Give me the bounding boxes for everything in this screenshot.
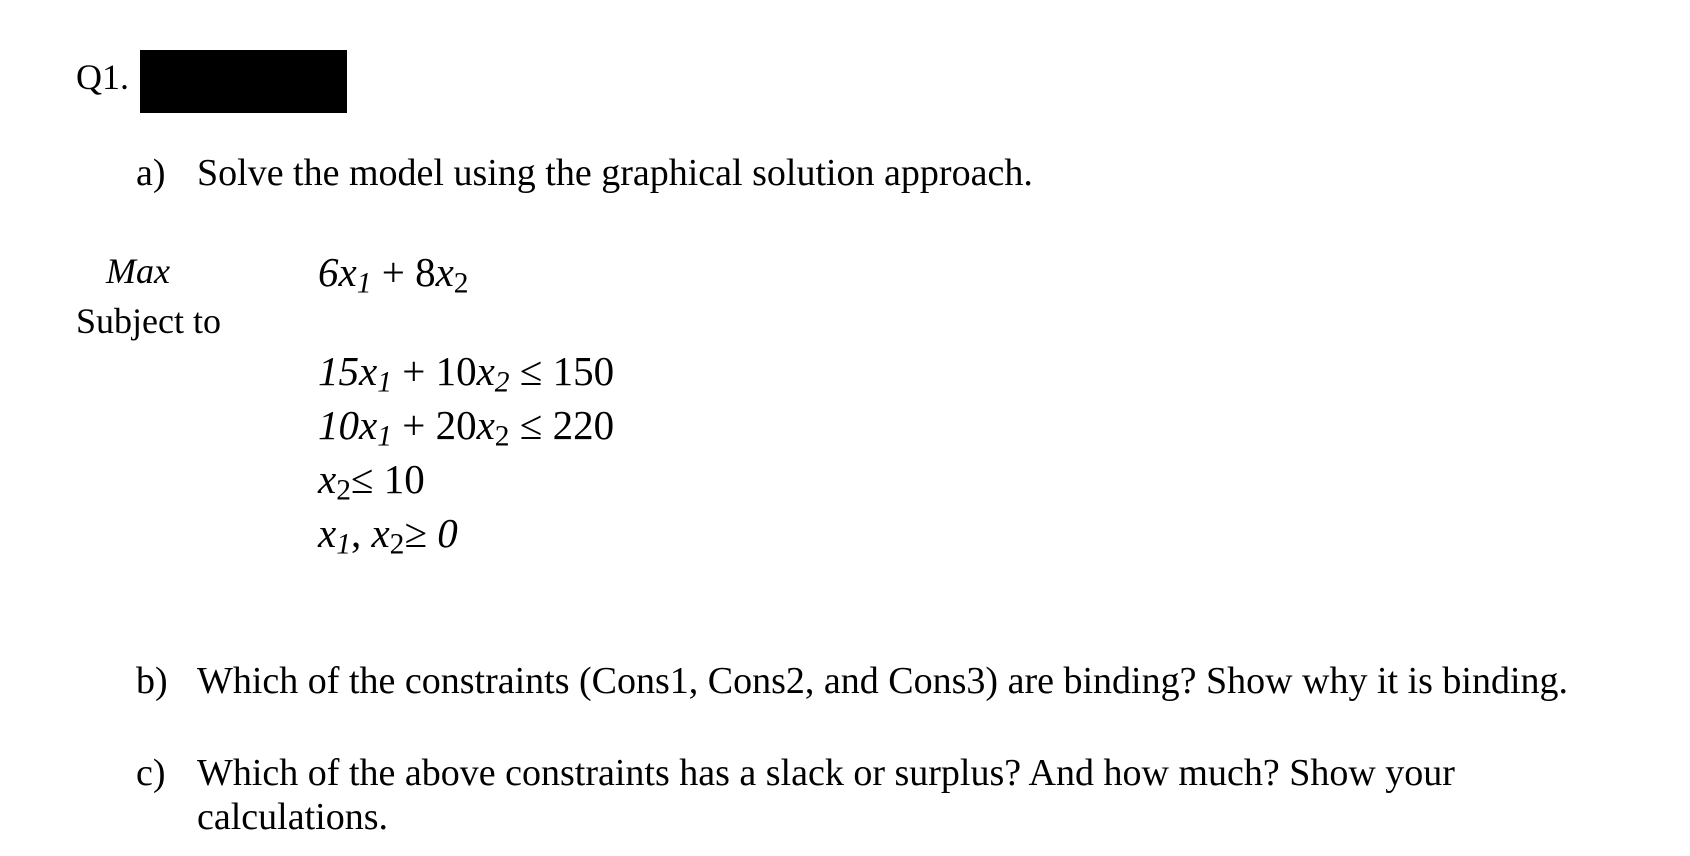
constraint-var: x xyxy=(476,348,495,394)
constraint-var: x xyxy=(318,510,337,556)
constraint-var: x xyxy=(371,510,390,556)
constraint-coef: 15 xyxy=(318,348,359,394)
constraint-coef: 10 xyxy=(318,402,359,448)
part-a xyxy=(136,151,1636,201)
constraint-rhs: 220 xyxy=(552,402,615,448)
constraint-1 xyxy=(318,347,615,399)
part-a-text: Solve the model using the graphical solution approach. xyxy=(197,152,1033,194)
constraint-sub: 2 xyxy=(336,474,351,507)
constraint-sub: 1 xyxy=(377,366,392,399)
constraint-sub: 2 xyxy=(494,420,510,453)
part-b xyxy=(136,659,1636,751)
constraint-var: x xyxy=(359,348,378,394)
part-b-text: Which of the constraints (Cons1, Cons2, and Cons3) are binding? Show why it is binding. xyxy=(197,660,1569,702)
constraint-2 xyxy=(318,401,615,453)
constraint-relation: ≥ xyxy=(404,510,438,556)
constraint-sub: 2 xyxy=(494,366,510,399)
constraint-operator: + xyxy=(391,348,436,394)
constraint-rhs: 10 xyxy=(383,456,425,502)
constraint-operator: + xyxy=(391,402,436,448)
part-c xyxy=(136,751,1636,843)
question-number: Q1. xyxy=(76,57,129,97)
constraint-3 xyxy=(318,455,425,507)
objective-function xyxy=(318,248,469,300)
part-b-marker: b) xyxy=(136,660,168,702)
part-c-marker: c) xyxy=(136,752,166,794)
constraint-var: x xyxy=(359,402,378,448)
objective-operator: + xyxy=(371,249,416,295)
objective-sub-1: 1 xyxy=(356,267,372,300)
part-c-text: Which of the above constraints has a slack or surplus? And how much? Show your calculations. xyxy=(197,752,1455,838)
constraint-coef: 10 xyxy=(435,348,477,394)
constraint-separator: , xyxy=(350,510,372,556)
part-a-marker: a) xyxy=(136,152,166,194)
objective-var-2: x xyxy=(435,249,454,295)
max-label: Max xyxy=(106,251,170,291)
objective-coef-1: 6 xyxy=(318,249,339,295)
constraint-var: x xyxy=(318,456,337,502)
objective-sub-2: 2 xyxy=(453,267,469,300)
constraint-relation: ≤ xyxy=(509,402,553,448)
constraint-relation: ≤ xyxy=(509,348,553,394)
constraint-rhs: 150 xyxy=(552,348,615,394)
constraint-rhs: 0 xyxy=(437,510,458,556)
constraint-sub: 2 xyxy=(389,528,405,561)
constraint-sub: 1 xyxy=(377,420,392,453)
constraint-sub: 1 xyxy=(336,528,351,561)
redaction-box xyxy=(140,50,347,113)
objective-var-1: x xyxy=(338,249,357,295)
constraint-nonnegativity xyxy=(318,509,458,561)
constraint-relation: ≤ xyxy=(350,456,384,502)
constraint-coef: 20 xyxy=(435,402,477,448)
subject-to-label: Subject to xyxy=(76,301,221,341)
objective-coef-2: 8 xyxy=(415,249,436,295)
constraint-var: x xyxy=(476,402,495,448)
